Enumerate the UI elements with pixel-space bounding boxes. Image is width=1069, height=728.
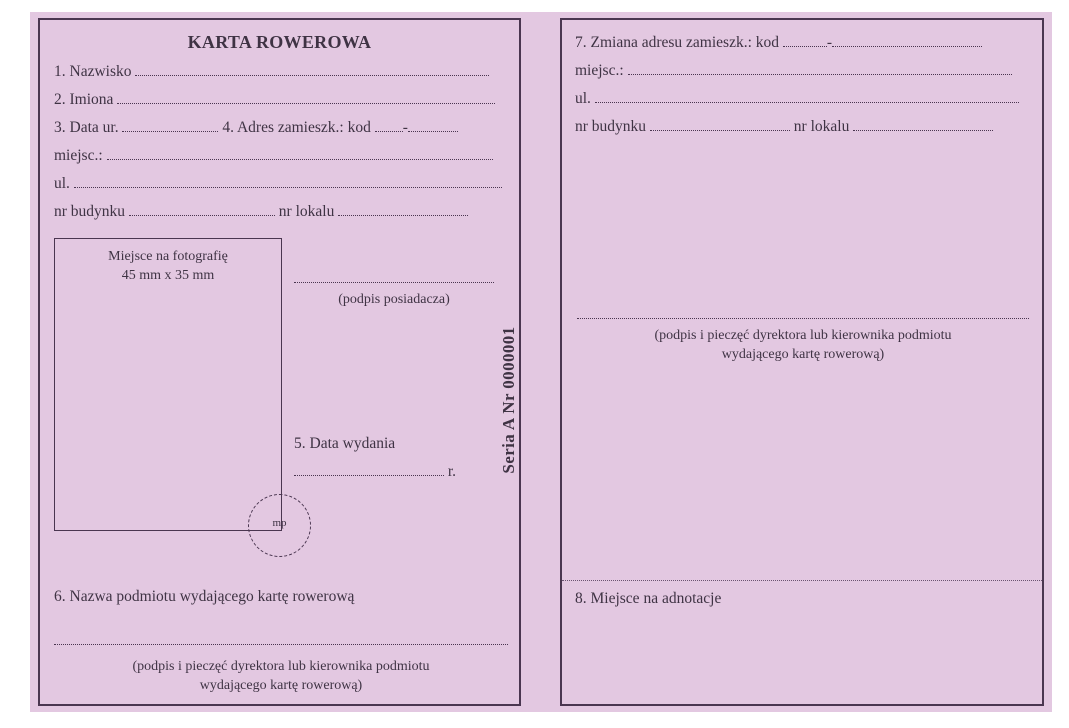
names-row: [54, 91, 495, 109]
issuer-signature-line[interactable]: [54, 644, 508, 645]
issuer-signature-caption-line1: (podpis i pieczęć dyrektora lub kierownika podmiotu: [132, 659, 430, 674]
new-building-label: nr budynku: [575, 118, 647, 135]
notes-divider: [562, 580, 1042, 581]
issue-date-field[interactable]: [294, 463, 444, 476]
year-suffix: r.: [447, 463, 457, 480]
building-row: [54, 203, 468, 221]
change-signature-line[interactable]: [577, 318, 1029, 319]
apartment-field[interactable]: [338, 203, 468, 216]
photo-caption-line1: Miejsce na fotografię: [108, 249, 228, 264]
address-label: 4. Adres zamieszk.: kod: [222, 119, 371, 136]
card-left-page: [38, 18, 521, 706]
issuer-signature-caption: [54, 657, 508, 695]
official-stamp-circle: [248, 494, 311, 557]
new-postal-code-part2[interactable]: [832, 34, 982, 47]
city-field[interactable]: [107, 147, 493, 160]
postal-code-part1[interactable]: [375, 119, 403, 132]
birth-address-row: 3. Data ur. 4. Adres zamieszk.: kod -: [54, 119, 458, 137]
notes-label: 8. Miejsce na adnotacje: [575, 590, 722, 607]
address-change-label: 7. Zmiana adresu zamieszk.: kod: [575, 34, 780, 51]
street-row: [54, 175, 502, 193]
postal-code-part2[interactable]: [408, 119, 458, 132]
card-title: KARTA ROWEROWA: [187, 32, 372, 52]
issue-date-label: 5. Data wydania: [294, 435, 396, 452]
new-postal-code-part1[interactable]: [783, 34, 827, 47]
birth-date-field[interactable]: [122, 119, 218, 132]
card-right-page: [560, 18, 1044, 706]
issuer-name-label: 6. Nazwa podmiotu wydającego kartę rowerową: [54, 588, 355, 605]
new-apartment-field[interactable]: [853, 118, 993, 131]
card-serial-number: Seria A Nr 0000001: [499, 326, 518, 474]
owner-signature-caption: (podpis posiadacza): [338, 292, 450, 307]
new-street-field[interactable]: [595, 90, 1019, 103]
change-signature-caption-line1: (podpis i pieczęć dyrektora lub kierownika podmiotu: [654, 328, 952, 343]
new-city-field[interactable]: [628, 62, 1012, 75]
change-signature-caption: [577, 326, 1029, 364]
building-label: nr budynku: [54, 203, 126, 220]
city-row: [54, 147, 493, 165]
street-label: ul.: [54, 175, 70, 192]
new-street-row: [575, 90, 1019, 108]
names-label: 2. Imiona: [54, 91, 114, 108]
stamp-label: mp: [272, 517, 287, 529]
building-field[interactable]: [129, 203, 275, 216]
new-city-row: [575, 62, 1012, 80]
apartment-label: nr lokalu: [278, 203, 335, 220]
surname-field[interactable]: [135, 63, 489, 76]
new-building-row: [575, 118, 993, 136]
city-label: miejsc.:: [54, 147, 103, 164]
issue-date-row: [294, 463, 456, 481]
surname-row: [54, 63, 489, 81]
owner-signature-line[interactable]: [294, 282, 494, 283]
names-field[interactable]: [117, 91, 495, 104]
change-signature-caption-line2: wydającego kartę rowerową): [721, 347, 885, 362]
surname-label: 1. Nazwisko: [54, 63, 132, 80]
issuer-signature-caption-line2: wydającego kartę rowerową): [199, 678, 363, 693]
photo-placeholder: [54, 238, 282, 531]
street-field[interactable]: [74, 175, 502, 188]
new-city-label: miejsc.:: [575, 62, 624, 79]
new-building-field[interactable]: [650, 118, 790, 131]
photo-caption-line2: 45 mm x 35 mm: [121, 268, 215, 283]
new-apartment-label: nr lokalu: [793, 118, 850, 135]
new-street-label: ul.: [575, 90, 591, 107]
birth-date-label: 3. Data ur.: [54, 119, 119, 136]
address-change-row: 7. Zmiana adresu zamieszk.: kod -: [575, 34, 982, 52]
